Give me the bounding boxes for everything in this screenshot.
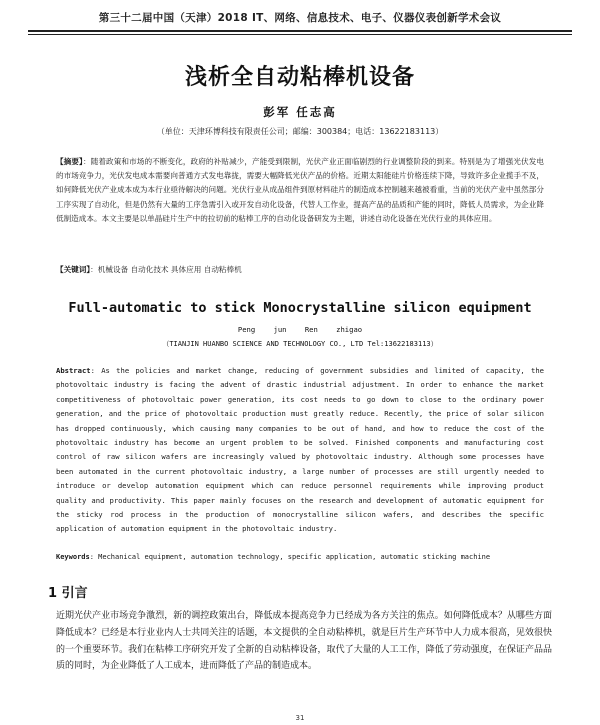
- english-abstract-text: : As the policies and market change, reducing of government subsidies and limited of capacity, the photovoltaic industry is facing the advent of drastic industrial adjustment. In order to enhance the market competitiveness of photovoltaic power generation, its cost needs to go down to close to the ordinary power generation, and the price of photovoltaic production must greatly reduce. Recently, the price of solar silicon has dropped continuously, which causing many companies to be out of hand, and how to reduce the cost of the photovoltaic industry has become an urgent problem to be solved. Finished components and manufacturing cost control of raw silicon wafers are increasingly valued by photovoltaic industry. Although some processes have been automated in the current photovoltaic industry, a large number of processes are still urgently needed to introduce or develop automation equipment which can reduce personnel requirements while improving product quality and productivity. This paper mainly focuses on the research and development of automatic equipment for the sticky rod process in the production of monocrystalline silicon wafers, and describes the specific application of automation equipment in the photovoltaic industry.: [56, 366, 544, 534]
- chinese-authors: 彭军 任志高: [263, 105, 337, 119]
- english-title: Full-automatic to stick Monocrystalline silicon equipment: [68, 300, 532, 316]
- conference-header: 第三十二届中国（天津）2018 IT、网络、信息技术、电子、仪器仪表创新学术会议: [98, 12, 502, 24]
- english-keywords: [56, 553, 560, 561]
- english-abstract: [56, 364, 544, 537]
- chinese-abstract: [56, 155, 544, 226]
- chinese-keywords-label: 【关键词】: [56, 265, 91, 274]
- page-number: 31: [295, 714, 305, 722]
- chinese-keywords: [56, 264, 544, 275]
- chinese-abstract-label: 【摘要】: [56, 157, 83, 166]
- chinese-title: 浅析全自动粘棒机设备: [184, 65, 415, 90]
- chinese-affiliation: （单位：天津环博科技有限责任公司；邮编：300384；电话：13622183113）: [156, 127, 444, 136]
- english-keywords-label: Keywords: [56, 553, 90, 561]
- english-affiliation: （TIANJIN HUANBO SCIENCE AND TECHNOLOGY CO., LTD Tel:13622183113）: [162, 340, 438, 348]
- header-rule-thick: [28, 30, 572, 32]
- body-paragraph: 近期光伏产业市场竞争激烈，新的调控政策出台，降低成本提高竞争力已经成为各方关注的焦点。如何降低成本？从哪些方面降低成本？已经是本行业业内人士共同关注的话题，本文提供的全自动粘棒机，就是巨片生产环节中人力成本很高，见效很快的一个重要环节。我们在粘棒工序研究开发了全新的自动粘棒设备，取代了大量的人工工作，降低了劳动强度，在保证产品品质的同时，为企业降低了人工成本，进而降低了产品的制造成本。: [56, 611, 552, 672]
- section-heading: 1 引言: [48, 586, 88, 601]
- english-abstract-label: Abstract: [56, 366, 91, 375]
- header-rule-thin: [28, 34, 572, 35]
- english-authors: Peng jun Ren zhigao: [237, 325, 363, 334]
- chinese-abstract-text: ：随着政策和市场的不断变化，政府的补贴减少，产能受到限制，光伏产业正面临剧烈的行业调整阶段的到来。特别是为了增强光伏发电的市场竞争力，光伏发电成本需要向普通方式发电靠拢，需要大幅降低光伏产品的价格。近期太阳能硅片价格连续下降，导致许多企业揽手不及，如何降低光伏产业成本成为本行业亟待解决的问题。光伏行业从成品组件到原材料硅片的制造成本控制越来越被看重，当前的光伏产业中虽然部分工序实现了自动化，但是仍然有大量的工序急需引入或开发自动化设备，代替人工作业，提高产品的品质和产能的同时，降低人员需求，为企业降低制造成本。本文主要是以单晶硅片生产中的拉切前的粘棒工序的自动化设备研发为主题，讲述自动化设备在光伏行业的具体应用。: [56, 157, 544, 223]
- english-keywords-text: : Mechanical equipment, automation technology, specific application, automatic sticking machine: [89, 553, 491, 561]
- chinese-keywords-text: ：机械设备 自动化技术 具体应用 自动粘棒机: [90, 265, 242, 274]
